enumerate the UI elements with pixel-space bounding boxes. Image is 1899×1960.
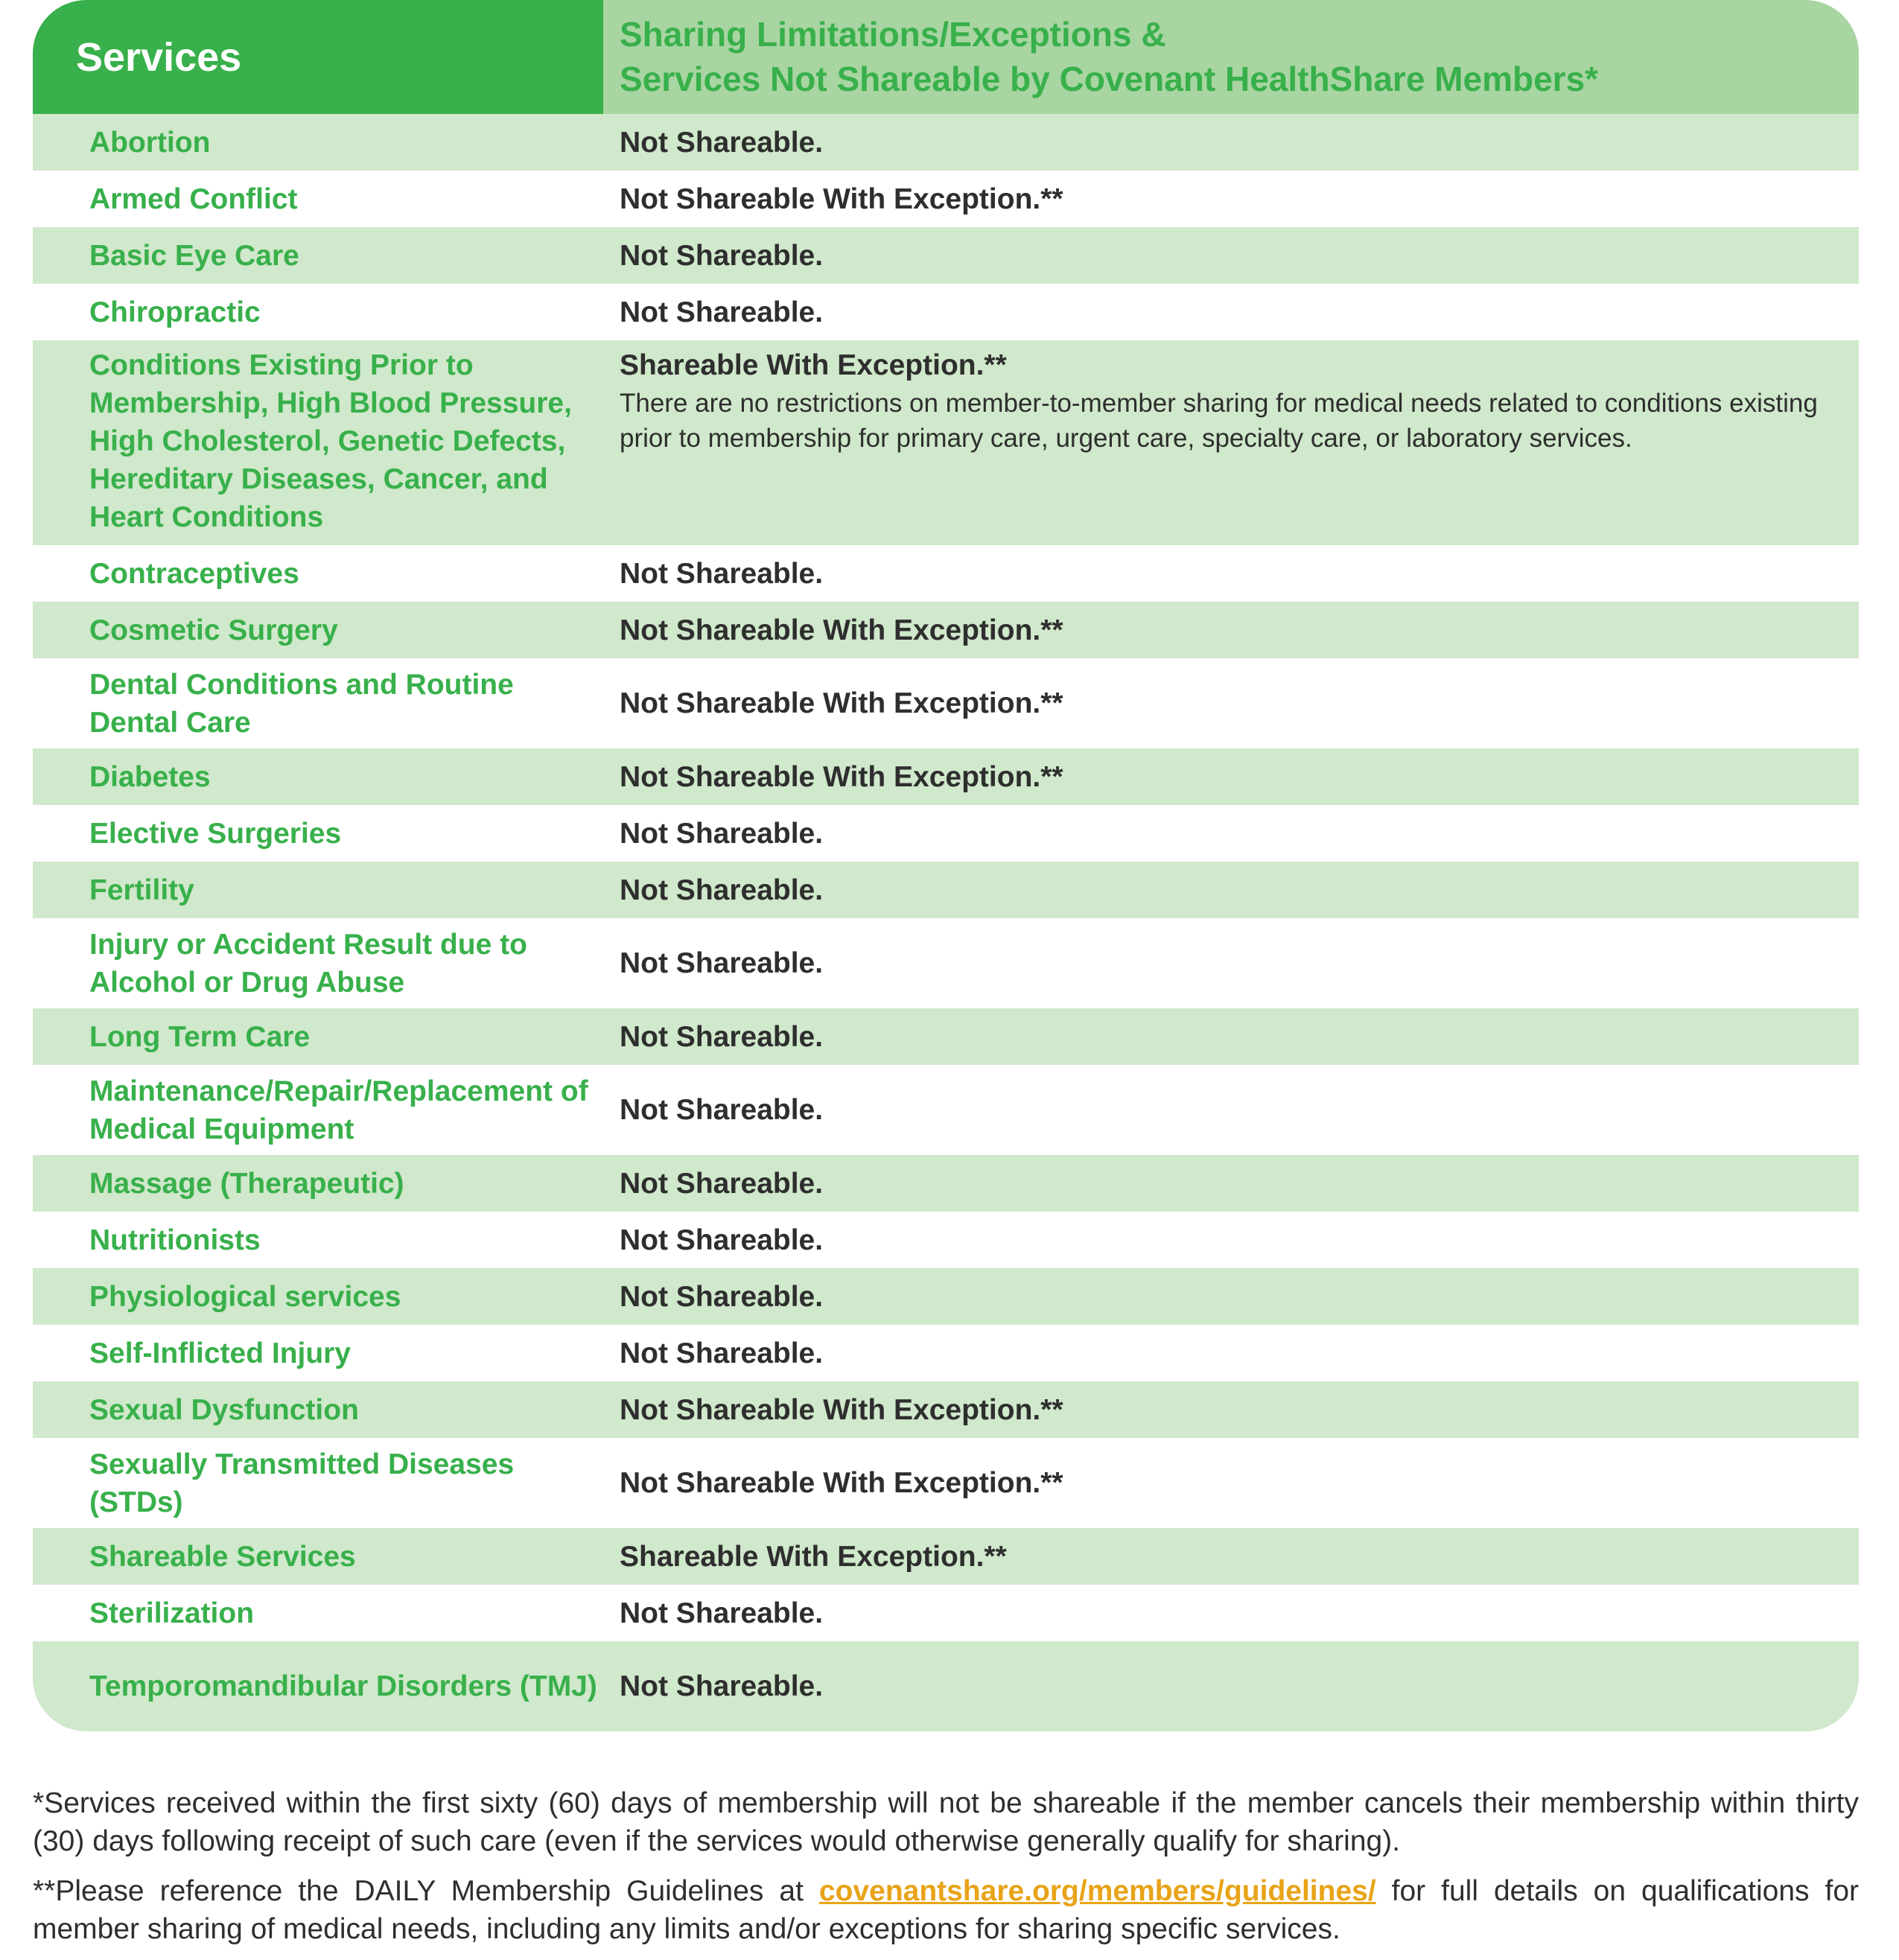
table-row — [33, 545, 1859, 602]
sharing-status: Not Shareable. — [620, 296, 824, 328]
table-row — [33, 1065, 1859, 1155]
table-row — [33, 862, 1859, 918]
footnote-text-before: **Please reference the DAILY Membership Guidelines at — [33, 1875, 819, 1907]
sharing-status — [603, 340, 1859, 456]
services-table — [33, 0, 1859, 1731]
service-name: Chiropractic — [89, 296, 261, 328]
service-name: Dental Conditions and Routine Dental Care — [89, 668, 514, 739]
table-row — [33, 805, 1859, 862]
table-row — [33, 1585, 1859, 1641]
table-row — [33, 114, 1859, 171]
table-row — [33, 748, 1859, 805]
sharing-detail: There are no restrictions on member-to-member sharing for medical needs related to conditions existing prior to membership for primary care, urgent care, specialty care, or laboratory services. — [620, 389, 1818, 453]
table-row — [33, 658, 1859, 748]
header-sharing — [603, 0, 1859, 114]
table-row — [33, 1008, 1859, 1065]
table-row — [33, 602, 1859, 658]
sharing-status: Not Shareable. — [620, 1167, 824, 1200]
sharing-status: Not Shareable With Exception.** — [620, 614, 1063, 646]
footnote-text-after: for full details on qualifications for member sharing of medical needs, including any limits and/or exceptions for sharing specific services. — [33, 1875, 1859, 1945]
sharing-status: Not Shareable. — [620, 1670, 824, 1702]
sharing-status: Not Shareable With Exception.** — [620, 182, 1063, 215]
sharing-status: Not Shareable. — [620, 1094, 824, 1126]
sharing-status: Not Shareable With Exception.** — [620, 1393, 1063, 1426]
table-row — [33, 1325, 1859, 1381]
sharing-status-label: Shareable With Exception.** — [620, 349, 1007, 381]
sharing-status: Not Shareable With Exception.** — [620, 760, 1063, 793]
sharing-status: Not Shareable. — [620, 557, 824, 590]
service-name: Sexually Transmitted Diseases (STDs) — [89, 1448, 515, 1518]
footnote-single-asterisk: *Services received within the first sixty (60) days of membership will not be shareable if the member cancels their membership within thirty (30) days following receipt of such care (even if the services would otherwise generally qualify for sharing). — [33, 1787, 1859, 1857]
sharing-status: Not Shareable With Exception.** — [620, 687, 1063, 719]
table-row — [33, 1641, 1859, 1731]
sharing-status: Not Shareable. — [620, 1597, 824, 1629]
service-name: Cosmetic Surgery — [89, 614, 338, 646]
table-row — [33, 227, 1859, 284]
header-sharing-line1: Sharing Limitations/Exceptions & — [620, 15, 1166, 54]
sharing-status: Not Shareable. — [620, 1020, 824, 1053]
service-name: Massage (Therapeutic) — [89, 1167, 404, 1200]
service-name: Injury or Accident Result due to Alcohol or Drug Abuse — [89, 928, 527, 999]
table-row — [33, 284, 1859, 340]
table-row — [33, 171, 1859, 227]
table-row — [33, 1438, 1859, 1528]
sharing-status: Not Shareable. — [620, 947, 824, 979]
header-services: Services — [33, 0, 603, 114]
service-name: Elective Surgeries — [89, 817, 342, 850]
service-name: Contraceptives — [89, 557, 299, 590]
service-name: Basic Eye Care — [89, 239, 299, 272]
table-row — [33, 1212, 1859, 1268]
service-name: Temporomandibular Disorders (TMJ) — [89, 1670, 597, 1702]
service-name: Diabetes — [89, 760, 211, 793]
table-header — [33, 0, 1859, 114]
service-name: Physiological services — [89, 1280, 401, 1313]
header-sharing-line2: Services Not Shareable by Covenant HealthShare Members* — [620, 60, 1599, 98]
table-row — [33, 340, 1859, 545]
service-name: Abortion — [89, 126, 211, 159]
service-name: Fertility — [89, 874, 194, 906]
service-name: Shareable Services — [89, 1540, 356, 1573]
sharing-status: Not Shareable. — [620, 1337, 824, 1369]
sharing-status: Not Shareable. — [620, 126, 824, 159]
table-row — [33, 1528, 1859, 1585]
service-name: Sterilization — [89, 1597, 255, 1629]
guidelines-link[interactable]: covenantshare.org/members/guidelines/ — [818, 1875, 1376, 1907]
table-row — [33, 1155, 1859, 1212]
service-name: Armed Conflict — [89, 182, 298, 215]
footnote-double-asterisk — [33, 1872, 1859, 1948]
table-row — [33, 1268, 1859, 1325]
service-name: Maintenance/Repair/Replacement of Medical Equipment — [89, 1075, 588, 1145]
sharing-status: Not Shareable. — [620, 874, 824, 906]
service-name: Self-Inflicted Injury — [89, 1337, 352, 1369]
sharing-status: Not Shareable. — [620, 817, 824, 850]
service-name: Long Term Care — [89, 1020, 311, 1053]
sharing-status: Not Shareable. — [620, 239, 824, 272]
footnotes — [33, 1784, 1859, 1960]
sharing-status: Shareable With Exception.** — [620, 1540, 1007, 1573]
service-name: Sexual Dysfunction — [89, 1393, 359, 1426]
table-row — [33, 1381, 1859, 1438]
sharing-status: Not Shareable. — [620, 1280, 824, 1313]
table-row — [33, 918, 1859, 1008]
sharing-status: Not Shareable With Exception.** — [620, 1467, 1063, 1499]
service-name: Conditions Existing Prior to Membership, High Blood Pressure, High Cholesterol, Genetic Defects, Hereditary Diseases, Cancer, and Heart Conditions — [89, 349, 572, 533]
service-name: Nutritionists — [89, 1224, 261, 1256]
sharing-status: Not Shareable. — [620, 1224, 824, 1256]
